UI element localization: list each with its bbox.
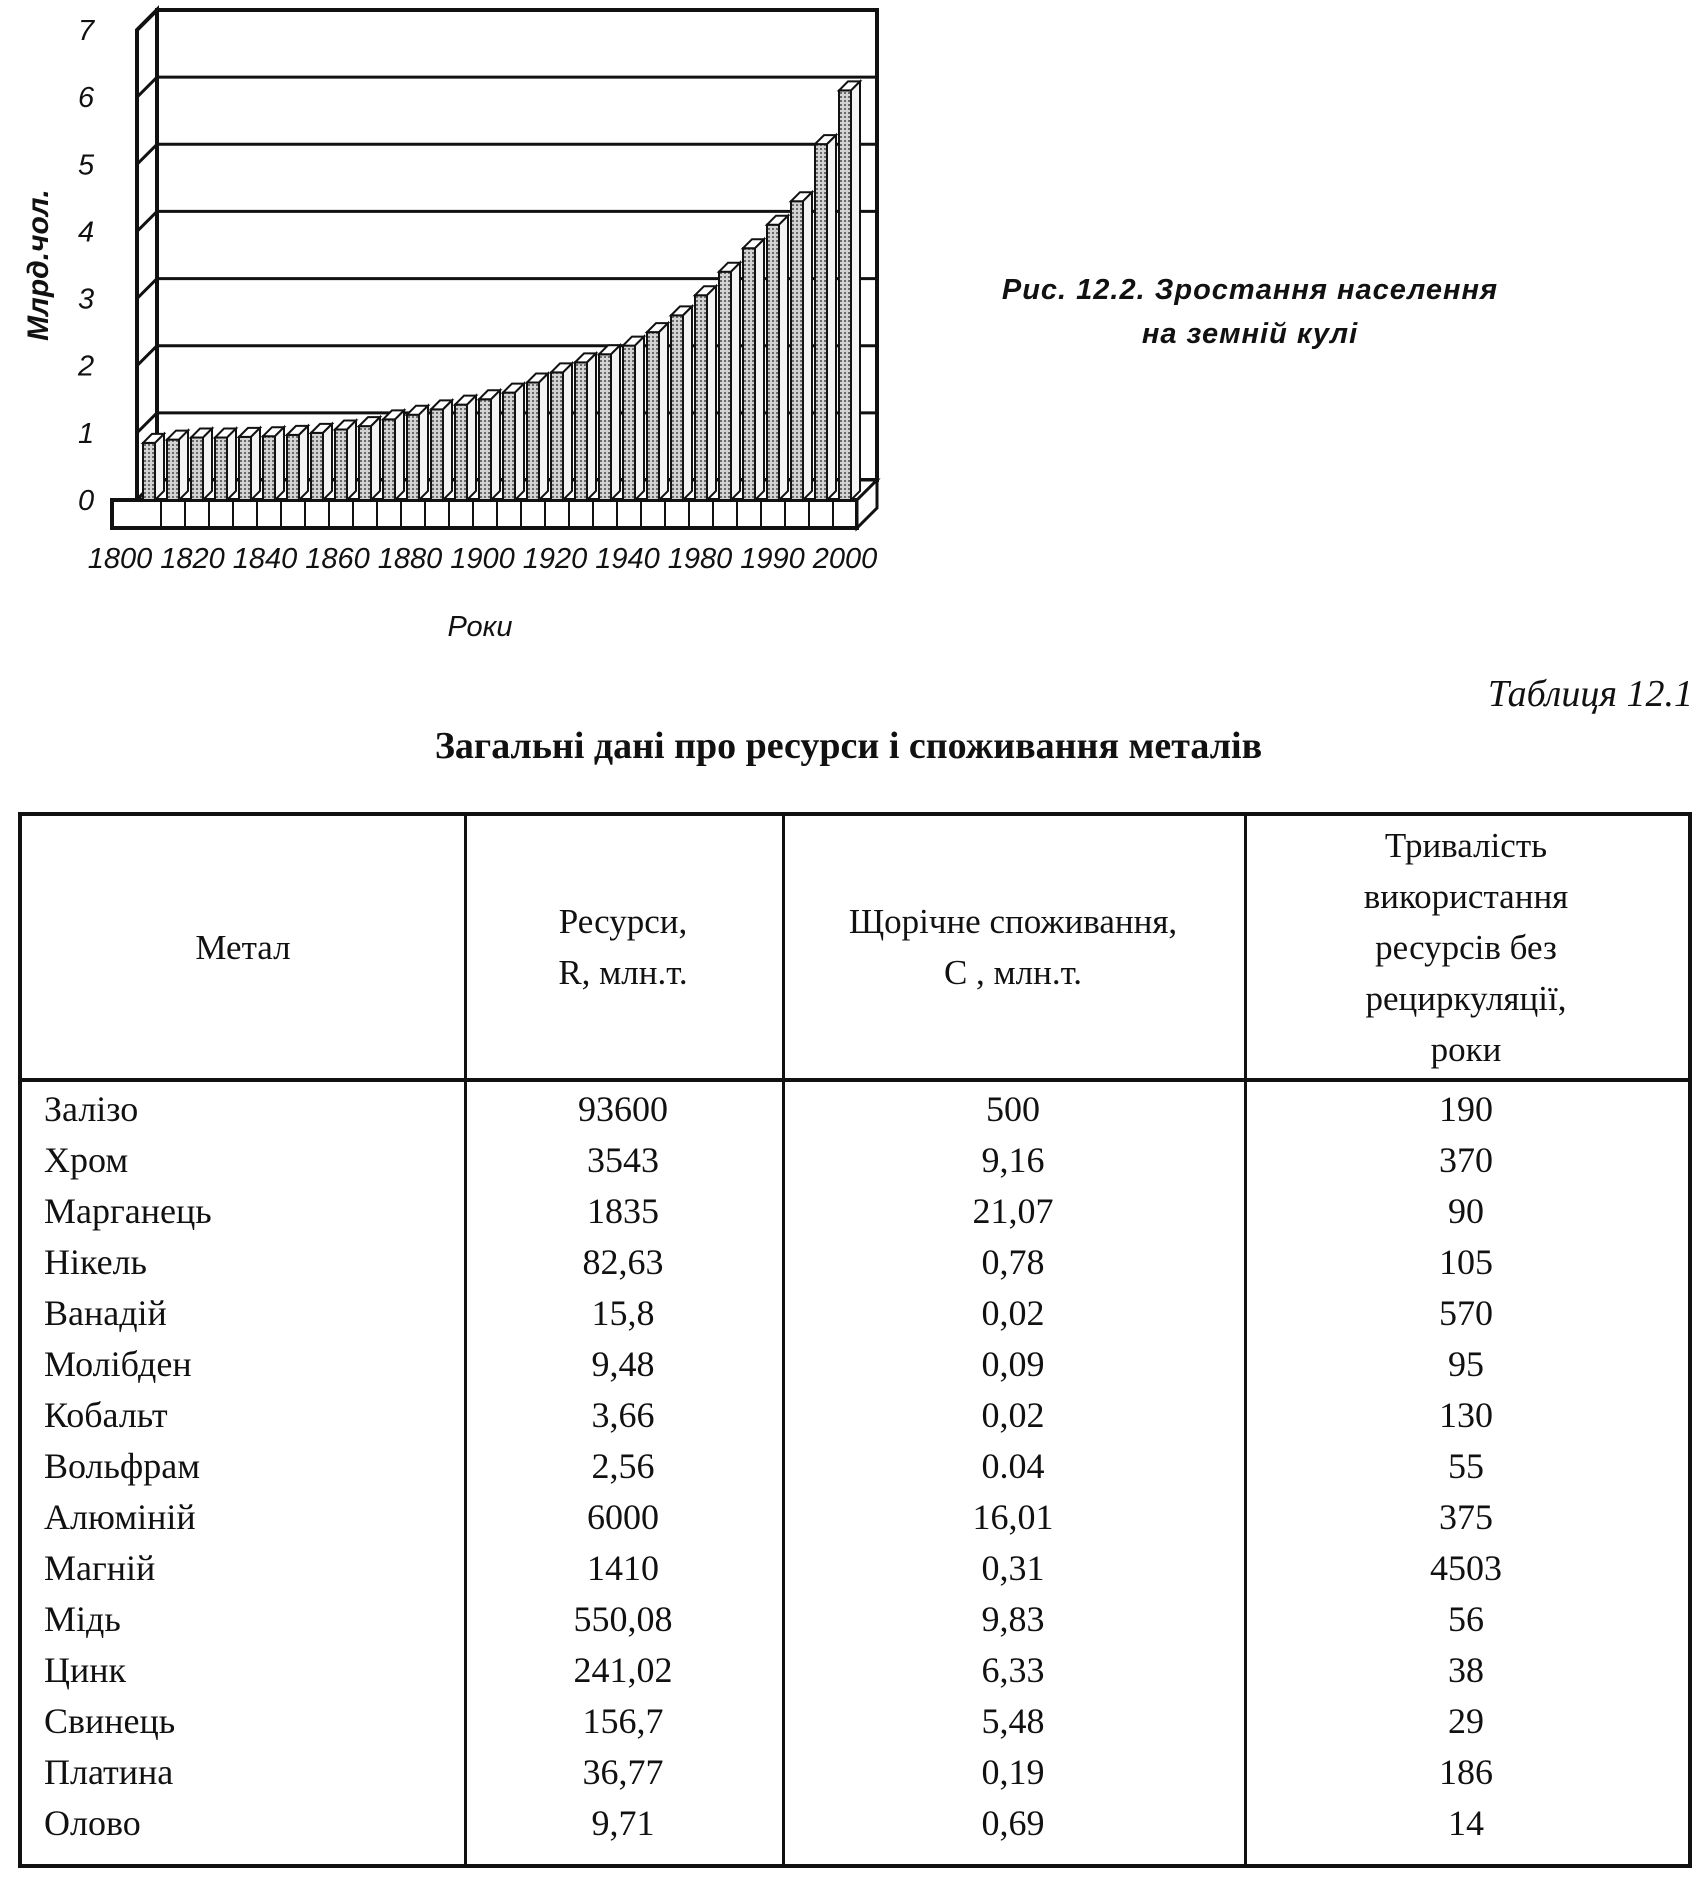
header-line: Метал [195, 927, 291, 967]
bar [167, 440, 179, 500]
bar [215, 438, 227, 500]
x-tick-label: 1880 [377, 543, 443, 575]
y-tick-label: 1 [78, 417, 95, 450]
bar [743, 248, 755, 500]
y-tick-label: 4 [78, 216, 95, 249]
duration-value: 38 [1448, 1650, 1484, 1690]
bar-side [371, 417, 380, 500]
duration-value: 95 [1448, 1344, 1484, 1384]
y-tick-label: 2 [78, 350, 95, 383]
duration-value: 375 [1439, 1497, 1493, 1537]
bar-side [779, 216, 788, 500]
header-line: рециркуляції, [1365, 978, 1567, 1018]
duration-value: 190 [1439, 1089, 1493, 1129]
metal-name: Нікель [44, 1242, 147, 1282]
figure-caption [970, 268, 1530, 356]
bar-side [179, 431, 188, 500]
resources-value: 3543 [587, 1140, 659, 1180]
bar-side [635, 337, 644, 500]
metal-name: Молібден [44, 1344, 192, 1384]
table-row [22, 1492, 1688, 1543]
x-tick-label: 1840 [232, 543, 298, 575]
bar-side [851, 81, 860, 500]
resources-value: 93600 [578, 1089, 668, 1129]
table-row [22, 1441, 1688, 1492]
bar [719, 272, 731, 500]
duration-value: 105 [1439, 1242, 1493, 1282]
duration-value: 90 [1448, 1191, 1484, 1231]
header-line: Тривалість [1384, 825, 1548, 865]
y-tick-label: 5 [78, 149, 95, 182]
y-tick-label: 3 [78, 283, 95, 316]
duration-value: 29 [1448, 1701, 1484, 1741]
duration-value: 186 [1439, 1752, 1493, 1792]
bar [623, 346, 635, 500]
x-tick-label: 1800 [87, 543, 153, 575]
duration-value: 130 [1439, 1395, 1493, 1435]
resources-value: 15,8 [591, 1293, 655, 1333]
resources-value: 82,63 [582, 1242, 664, 1282]
consumption-value: 0,31 [981, 1548, 1045, 1588]
consumption-value: 9,83 [981, 1599, 1045, 1639]
resources-value: 2,56 [591, 1446, 655, 1486]
bar [263, 436, 275, 500]
bar-side [275, 427, 284, 500]
header-line: роки [1430, 1029, 1502, 1069]
bar [575, 362, 587, 500]
bar-side [587, 353, 596, 500]
bar-side [251, 428, 260, 500]
metal-name: Хром [44, 1140, 129, 1180]
duration-value: 55 [1448, 1446, 1484, 1486]
bar [527, 383, 539, 501]
bar [479, 399, 491, 500]
y-tick-label: 7 [78, 15, 95, 47]
bar [791, 201, 803, 500]
bar [287, 435, 299, 500]
bar [767, 225, 779, 500]
bar [551, 372, 563, 500]
header-line: Щорічне споживання, [848, 902, 1178, 941]
resources-value: 9,48 [591, 1344, 655, 1384]
bar-side [347, 421, 356, 501]
header-line: Ресурси, [558, 902, 688, 941]
resources-value: 1835 [587, 1191, 659, 1231]
bar [839, 90, 851, 500]
table-row [22, 1645, 1688, 1696]
header-duration [1244, 816, 1688, 1078]
consumption-value: 0.04 [981, 1446, 1045, 1486]
bar-side [683, 306, 692, 500]
header-line: R, млн.т. [558, 953, 688, 992]
y-tick-label: 6 [78, 82, 95, 115]
bar-side [443, 400, 452, 500]
x-tick-label: 1860 [305, 543, 370, 575]
metals-table [18, 812, 1692, 1868]
consumption-value: 500 [986, 1089, 1040, 1129]
consumption-value: 0,09 [981, 1344, 1045, 1384]
duration-value: 56 [1448, 1599, 1484, 1639]
bar-side [323, 424, 332, 500]
x-tick-label: 1820 [160, 543, 225, 575]
table-row [22, 1747, 1688, 1798]
table-header [22, 816, 1688, 1082]
chart-side-wall [137, 10, 157, 500]
bar [671, 315, 683, 500]
x-tick-label: 1980 [667, 543, 733, 575]
bar-side [395, 410, 404, 500]
resources-value: 550,08 [573, 1599, 673, 1639]
bar [383, 419, 395, 500]
metal-name: Залізо [44, 1089, 139, 1129]
bar-side [227, 429, 236, 500]
header-line: C , млн.т. [943, 953, 1083, 992]
consumption-value: 0,02 [981, 1293, 1045, 1333]
resources-value: 3,66 [591, 1395, 655, 1435]
duration-value: 570 [1439, 1293, 1493, 1333]
consumption-value: 0,19 [981, 1752, 1045, 1792]
resources-value: 156,7 [582, 1701, 664, 1741]
bar-side [515, 384, 524, 500]
consumption-value: 5,48 [981, 1701, 1045, 1741]
metal-name: Олово [44, 1803, 141, 1843]
bar-side [611, 345, 620, 500]
bar-side [539, 374, 548, 501]
bar [335, 430, 347, 501]
column-divider [1244, 816, 1247, 1864]
header-line: ресурсів без [1375, 927, 1557, 967]
bar-side [755, 239, 764, 500]
table-row [22, 1798, 1688, 1849]
chart-base [112, 500, 857, 528]
resources-value: 36,77 [582, 1752, 664, 1792]
bar [143, 443, 155, 500]
bar [239, 437, 251, 500]
bar [359, 426, 371, 500]
metal-name: Алюміній [44, 1497, 196, 1537]
bar-side [467, 396, 476, 500]
metal-name: Платина [44, 1752, 174, 1792]
header-line: використання [1363, 876, 1569, 916]
resources-value: 9,71 [591, 1803, 655, 1843]
x-tick-label: 1900 [450, 543, 515, 575]
bar [311, 433, 323, 500]
metal-name: Ванадій [44, 1293, 167, 1333]
x-tick-label: 1990 [740, 543, 805, 575]
bar-side [659, 323, 668, 500]
consumption-value: 0,78 [981, 1242, 1045, 1282]
resources-value: 1410 [587, 1548, 659, 1588]
table-title: Загальні дані про ресурси і споживання металів [434, 725, 1263, 767]
consumption-value: 16,01 [972, 1497, 1054, 1537]
bar-side [203, 429, 212, 500]
x-tick-label: 2000 [812, 543, 878, 575]
consumption-value: 0,69 [981, 1803, 1045, 1843]
bar-side [299, 426, 308, 500]
bar-side [803, 192, 812, 500]
metal-name: Мідь [44, 1599, 121, 1639]
consumption-value: 6,33 [981, 1650, 1045, 1690]
table-number: Таблиця 12.1 [1487, 673, 1693, 715]
table-row [22, 1543, 1688, 1594]
table-row [22, 1390, 1688, 1441]
metal-name: Цинк [44, 1650, 127, 1690]
y-tick-label: 0 [78, 485, 95, 517]
column-divider [782, 816, 785, 1864]
table-row [22, 1186, 1688, 1237]
metal-name: Свинець [44, 1701, 176, 1741]
consumption-value: 0,02 [981, 1395, 1045, 1435]
bar [431, 409, 443, 500]
table-row [22, 1696, 1688, 1747]
population-chart [0, 0, 960, 650]
duration-value: 14 [1448, 1803, 1484, 1843]
bar [191, 438, 203, 500]
bar-side [419, 406, 428, 500]
consumption-value: 21,07 [972, 1191, 1054, 1231]
metal-name: Марганець [44, 1191, 212, 1231]
header-consumption [782, 816, 1244, 1078]
bar [647, 332, 659, 500]
bar-side [491, 390, 500, 500]
y-axis-title: Млрд.чол. [22, 189, 55, 341]
bar [695, 295, 707, 500]
header-resources [464, 816, 782, 1078]
header-metal [22, 816, 464, 1078]
table-row [22, 1237, 1688, 1288]
bar [815, 144, 827, 500]
x-tick-label: 1920 [522, 543, 588, 575]
metal-name: Вольфрам [44, 1446, 201, 1486]
bar-side [827, 135, 836, 500]
bar-side [563, 363, 572, 500]
bar-side [155, 434, 164, 500]
duration-value: 4503 [1430, 1548, 1502, 1588]
metal-name: Кобальт [44, 1395, 168, 1435]
bar [503, 393, 515, 500]
bar [599, 354, 611, 500]
bar [455, 405, 467, 500]
metal-name: Магній [44, 1548, 156, 1588]
x-tick-label: 1940 [595, 543, 660, 575]
table-row [22, 1339, 1688, 1390]
resources-value: 241,02 [573, 1650, 673, 1690]
column-divider [464, 816, 467, 1864]
table-row [22, 1594, 1688, 1645]
figure-caption-line1: Рис. 12.2. Зростання населення [1001, 274, 1499, 306]
bar [407, 415, 419, 500]
bar-side [731, 263, 740, 500]
consumption-value: 9,16 [981, 1140, 1045, 1180]
x-axis-title: Роки [447, 611, 513, 643]
table-row [22, 1288, 1688, 1339]
population-chart-svg [0, 0, 960, 650]
bar-side [707, 286, 716, 500]
table-row [22, 1084, 1688, 1135]
resources-value: 6000 [587, 1497, 659, 1537]
table-row [22, 1135, 1688, 1186]
duration-value: 370 [1439, 1140, 1493, 1180]
figure-caption-line2: на земній кулі [1141, 318, 1359, 350]
